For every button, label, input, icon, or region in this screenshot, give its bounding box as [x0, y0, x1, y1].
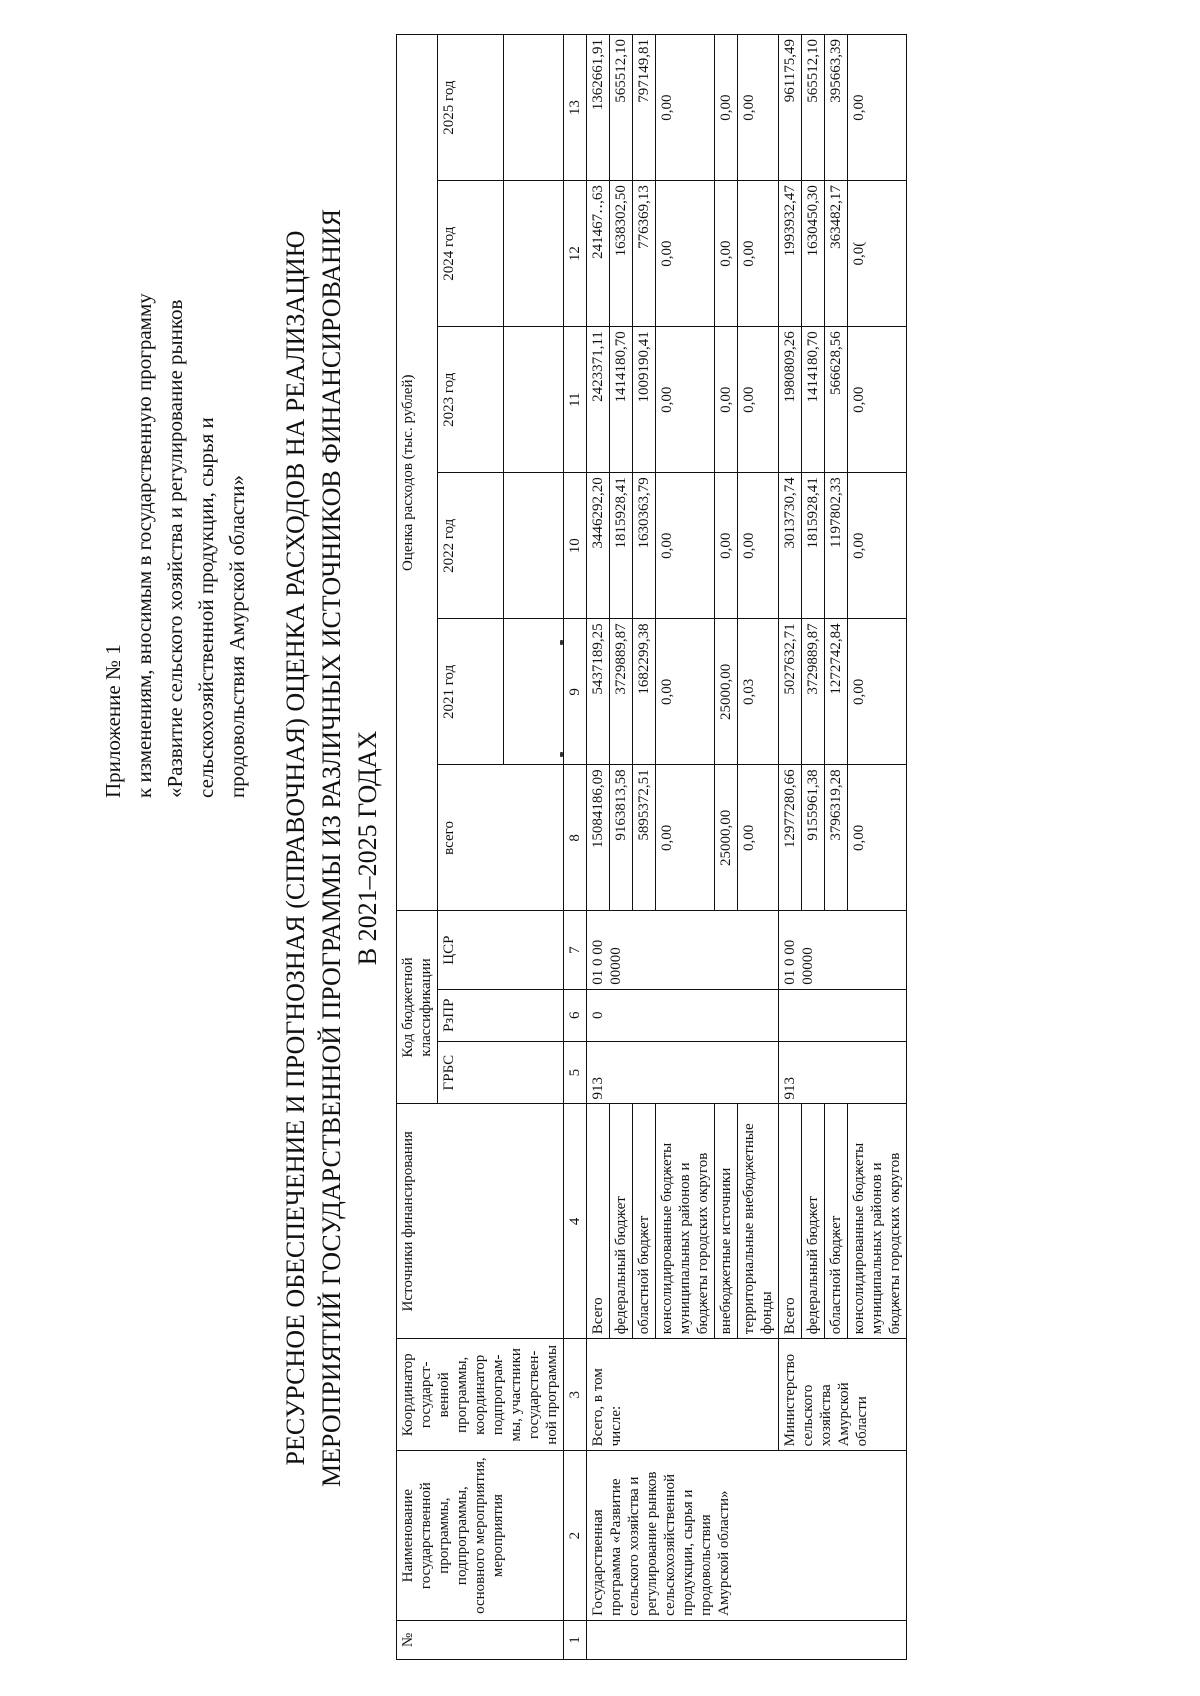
value-cell: 1414180,70: [802, 327, 825, 473]
column-index: 7: [564, 911, 587, 989]
source-cell: Всего: [779, 1104, 802, 1339]
header-spacer: [504, 473, 564, 619]
value-cell: 0,00: [738, 473, 779, 619]
value-cell: 12977280,66: [779, 765, 802, 911]
header-year: 2022 год: [438, 473, 504, 619]
value-cell: 3729889,87: [802, 619, 825, 765]
source-cell: федеральный бюджет: [610, 1104, 633, 1339]
header-year: 2024 год: [438, 181, 504, 327]
header-total: всего: [438, 765, 564, 911]
header-grbs: ГРБС: [438, 1041, 564, 1104]
value-cell: 0,00: [656, 327, 715, 473]
value-cell: 1682299,38: [633, 619, 656, 765]
csr-cell: 01 0 00 00000: [779, 911, 907, 989]
value-cell: 776369,13: [633, 181, 656, 327]
column-index: 13: [564, 35, 587, 181]
value-cell: 3013730,74: [779, 473, 802, 619]
value-cell: 0,00: [848, 473, 907, 619]
column-index: 4: [564, 1104, 587, 1339]
document-page: [70, 28, 1130, 1668]
column-index: 12: [564, 181, 587, 327]
csr-cell: 01 0 00 00000: [587, 911, 779, 989]
grbs-cell: 913: [779, 1041, 907, 1104]
column-index: 11: [564, 327, 587, 473]
column-index: 9: [564, 619, 587, 765]
appendix-line: «Развитие сельского хозяйства и регулирование рынков: [163, 299, 187, 798]
row-number: [587, 1620, 907, 1659]
source-cell: Всего: [587, 1104, 610, 1339]
value-cell: 1980809,26: [779, 327, 802, 473]
column-index: 1: [564, 1620, 587, 1659]
value-cell: 9155961,38: [802, 765, 825, 911]
value-cell: 395663,39: [825, 35, 848, 181]
source-cell: консолидированные бюджеты муниципальных районов и бюджеты городских округов: [848, 1104, 907, 1339]
program-name: Государственная программа «Развитие сельского хозяйства и регулирование рынков сельскохозяйственной продукции, сырья и продовольствия Амурской области»: [587, 1451, 907, 1621]
value-cell: 1414180,70: [610, 327, 633, 473]
source-cell: федеральный бюджет: [802, 1104, 825, 1339]
grbs-cell: 913: [587, 1041, 779, 1104]
value-cell: 0,00: [738, 181, 779, 327]
value-cell: 0,00: [848, 765, 907, 911]
value-cell: 3796319,28: [825, 765, 848, 911]
header-estimate: Оценка расходов (тыс. рублей): [397, 35, 438, 911]
value-cell: 1630450,30: [802, 181, 825, 327]
value-cell: 0,00: [715, 35, 738, 181]
value-cell: 0,00: [715, 181, 738, 327]
value-cell: 565512,10: [610, 35, 633, 181]
header-name: Наименование государственной программы, подпрограммы, основного мероприятия, мероприятия: [397, 1451, 564, 1621]
appendix-note: [98, 78, 253, 798]
source-cell: областной бюджет: [633, 1104, 656, 1339]
header-spacer: [504, 327, 564, 473]
source-cell: консолидированные бюджеты муниципальных районов и бюджеты городских округов: [656, 1104, 715, 1339]
value-cell: 0,00: [656, 473, 715, 619]
value-cell: 363482,17: [825, 181, 848, 327]
document-title: [278, 48, 386, 1648]
header-sources: Источники финансирования: [397, 1104, 564, 1339]
value-cell: 0,00: [656, 765, 715, 911]
value-cell: 0,00: [738, 35, 779, 181]
title-line: В 2021–2025 ГОДАХ: [353, 730, 382, 966]
value-cell: 797149,81: [633, 35, 656, 181]
value-cell: 0,03: [738, 619, 779, 765]
table-row: [587, 35, 610, 1660]
value-cell: 241467‥,63: [587, 181, 610, 327]
value-cell: 0,00: [656, 35, 715, 181]
appendix-line: продовольствия Амурской области»: [225, 474, 249, 798]
value-cell: 0,00: [848, 619, 907, 765]
value-cell: 9163813,58: [610, 765, 633, 911]
appendix-line: сельскохозяйственной продукции, сырья и: [194, 417, 218, 798]
value-cell: 1009190,41: [633, 327, 656, 473]
header-year: 2021 год: [438, 619, 504, 765]
title-line: РЕСУРСНОЕ ОБЕСПЕЧЕНИЕ И ПРОГНОЗНАЯ (СПРАВОЧНАЯ) ОЦЕНКА РАСХОДОВ НА РЕАЛИЗАЦИЮ: [281, 230, 310, 1466]
value-cell: 1815928,41: [802, 473, 825, 619]
column-index: 10: [564, 473, 587, 619]
column-index: 8: [564, 765, 587, 911]
value-cell: 25000,00: [715, 765, 738, 911]
header-rzpr: РзПР: [438, 989, 564, 1041]
value-cell: 1362661,91: [587, 35, 610, 181]
column-index-row: [564, 35, 587, 1660]
header-num: №: [397, 1620, 564, 1659]
value-cell: 566628,56: [825, 327, 848, 473]
value-cell: 15084186,09: [587, 765, 610, 911]
header-csr: ЦСР: [438, 911, 564, 989]
appendix-number: Приложение № 1: [101, 644, 125, 798]
source-cell: территориальные внебюджетные фонды: [738, 1104, 779, 1339]
coordinator-cell: Министерство сельского хозяйства Амурской области: [779, 1339, 907, 1451]
resource-table: [396, 34, 907, 1660]
value-cell: 0,00: [848, 327, 907, 473]
value-cell: 5027632,71: [779, 619, 802, 765]
header-row: [397, 35, 438, 1660]
value-cell: 1197802,33: [825, 473, 848, 619]
value-cell: 0,0(: [848, 181, 907, 327]
value-cell: 1815928,41: [610, 473, 633, 619]
value-cell: 3729889,87: [610, 619, 633, 765]
column-index: 3: [564, 1339, 587, 1451]
column-index: 2: [564, 1451, 587, 1621]
header-spacer: [504, 619, 564, 765]
header-year: 2025 год: [438, 35, 504, 181]
value-cell: 0,00: [738, 327, 779, 473]
value-cell: 0,00: [715, 327, 738, 473]
title-line: МЕРОПРИЯТИЙ ГОСУДАРСТВЕННОЙ ПРОГРАММЫ ИЗ РАЗЛИЧНЫХ ИСТОЧНИКОВ ФИНАНСИРОВАНИЯ: [317, 209, 346, 1487]
value-cell: 1993932,47: [779, 181, 802, 327]
value-cell: 961175,49: [779, 35, 802, 181]
value-cell: 0,00: [738, 765, 779, 911]
rzpr-cell: 0: [587, 989, 779, 1041]
value-cell: 565512,10: [802, 35, 825, 181]
column-index: 6: [564, 989, 587, 1041]
value-cell: 5895372,51: [633, 765, 656, 911]
header-spacer: [504, 35, 564, 181]
source-cell: внебюджетные источники: [715, 1104, 738, 1339]
column-index: 5: [564, 1041, 587, 1104]
header-coordinator: Координатор государст-венной программы, координатор подпрограм-мы, участники государствен-ной программы: [397, 1339, 564, 1451]
header-spacer: [504, 181, 564, 327]
value-cell: 25000,00: [715, 619, 738, 765]
value-cell: 0,00: [848, 35, 907, 181]
rzpr-cell: [779, 989, 907, 1041]
value-cell: 1272742,84: [825, 619, 848, 765]
value-cell: 3446292,20: [587, 473, 610, 619]
source-cell: областной бюджет: [825, 1104, 848, 1339]
value-cell: 5437189,25: [587, 619, 610, 765]
appendix-line: к изменениям, вносимым в государственную программу: [132, 293, 156, 798]
value-cell: 1630363,79: [633, 473, 656, 619]
value-cell: 2423371,11: [587, 327, 610, 473]
value-cell: 0,00: [656, 619, 715, 765]
value-cell: 1638302,50: [610, 181, 633, 327]
value-cell: 0,00: [656, 181, 715, 327]
header-year: 2023 год: [438, 327, 504, 473]
value-cell: 0,00: [715, 473, 738, 619]
header-budget-code: Код бюджетной классификации: [397, 911, 438, 1104]
table-row: [779, 35, 802, 1660]
coordinator-cell: Всего, в том числе:: [587, 1339, 779, 1451]
